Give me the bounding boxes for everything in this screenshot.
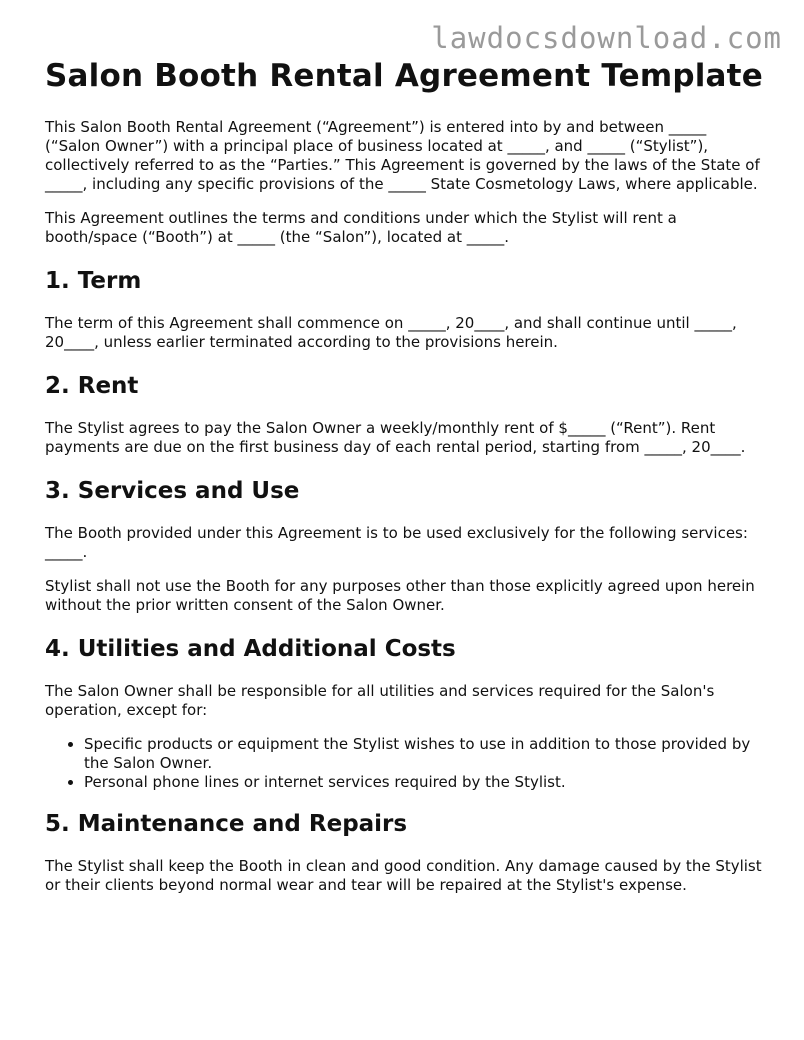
section-rent (45, 372, 763, 457)
bullet-item: • Specific products or equipment the Stylist wishes to use in addition to those provided by the Salon Owner. (84, 735, 763, 773)
section-heading: 1. Term (45, 268, 142, 294)
section-maintenance (45, 810, 763, 895)
section-term (45, 267, 763, 352)
section-paragraph: Stylist shall not use the Booth for any purposes other than those explicitly agreed upon herein without the prior written consent of the Salon Owner. (45, 577, 755, 614)
section-paragraph: The Stylist shall keep the Booth in clean and good condition. Any damage caused by the Stylist or their clients beyond normal wear and tear will be repaired at the Stylist's expense. (45, 857, 762, 894)
document-page (45, 58, 763, 910)
document-title: Salon Booth Rental Agreement Template (45, 58, 763, 94)
intro (45, 118, 763, 247)
bullet-list (45, 735, 763, 792)
section-heading: 4. Utilities and Additional Costs (45, 636, 456, 662)
section-paragraph: The Salon Owner shall be responsible for all utilities and services required for the Salon's operation, except for: (45, 682, 715, 719)
section-paragraph: The Stylist agrees to pay the Salon Owner a weekly/monthly rent of $_____ (“Rent”). Rent payments are due on the first business day of each rental period, starting from _____, 20____. (45, 419, 746, 456)
watermark: lawdocsdownload.com (431, 21, 782, 55)
section-heading: 3. Services and Use (45, 478, 300, 504)
section-paragraph: The term of this Agreement shall commence on _____, 20____, and shall continue until _____, 20____, unless earlier terminated according to the provisions herein. (45, 314, 737, 351)
section-utilities (45, 635, 763, 792)
section-paragraph: The Booth provided under this Agreement is to be used exclusively for the following services: _____. (45, 524, 748, 561)
section-heading: 5. Maintenance and Repairs (45, 811, 408, 837)
intro-paragraph: This Agreement outlines the terms and conditions under which the Stylist will rent a booth/space (“Booth”) at _____ (the “Salon”), located at _____. (45, 209, 677, 246)
bullet-item: • Personal phone lines or internet services required by the Stylist. (84, 773, 763, 792)
section-heading: 2. Rent (45, 373, 139, 399)
intro-paragraph: This Salon Booth Rental Agreement (“Agreement”) is entered into by and between _____ (“Salon Owner”) with a principal place of business located at _____, and _____ (“Stylist”), collectively referred to as the “Parties.” This Agreement is governed by the laws of the State of _____, including any specific provisions of the _____ State Cosmetology Laws, where applicable. (45, 118, 760, 193)
section-services-and-use (45, 477, 763, 615)
